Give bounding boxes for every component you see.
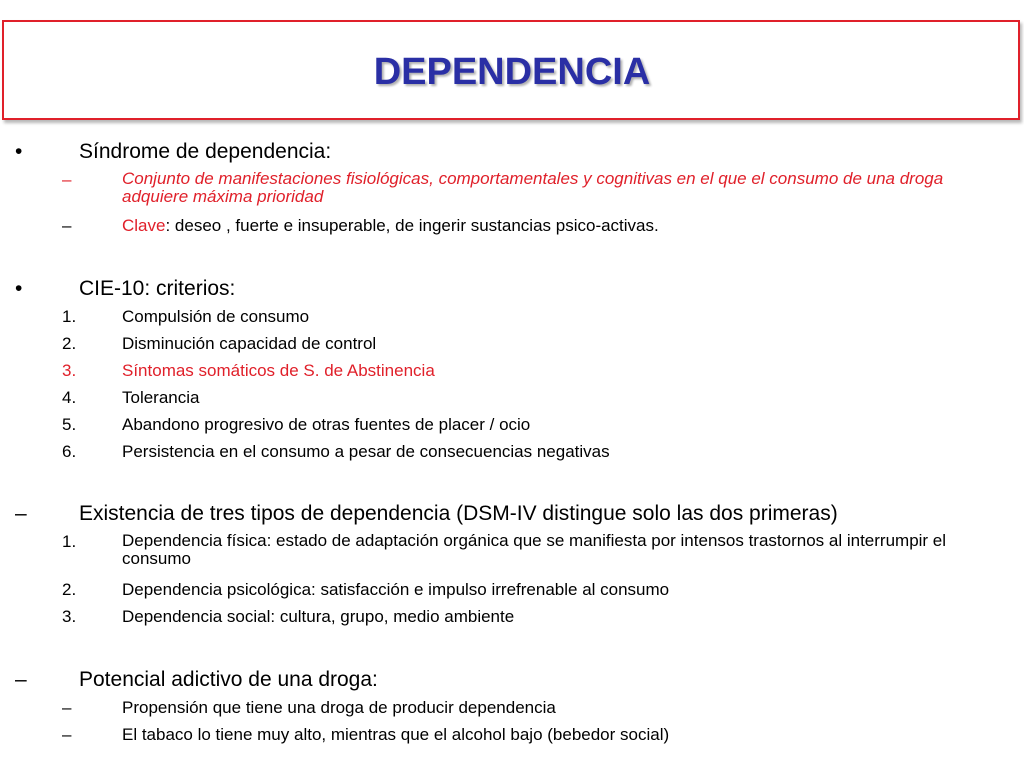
item-text: Conjunto de manifestaciones fisiológicas, comportamentales y cognitivas en el que el consumo de una droga adquiere máxima prioridad [122, 169, 944, 206]
heading-text: Potencial adictivo de una droga: [79, 668, 378, 691]
section-sindrome-heading [0, 140, 1024, 166]
item-text: El tabaco lo tiene muy alto, mientras que el alcohol bajo (bebedor social) [122, 725, 670, 744]
criterio-item-6 [0, 442, 1024, 464]
criterio-item-1 [0, 307, 1024, 329]
tipo-item-2 [0, 580, 1024, 602]
item-definition: : deseo , fuerte e insuperable, de ingerir sustancias psico-activas. [165, 216, 659, 235]
item-text: Dependencia psicológica: satisfacción e impulso irrefrenable al consumo [122, 580, 670, 599]
item-term: Clave [122, 216, 166, 235]
number-marker: 4. [62, 388, 77, 407]
sindrome-item-2 [0, 216, 1024, 238]
dash-marker: – [62, 725, 72, 744]
number-marker: 1. [62, 307, 77, 326]
item-text: Tolerancia [122, 388, 200, 407]
number-marker: 2. [62, 334, 77, 353]
tipo-item-3 [0, 607, 1024, 629]
section-potencial-heading [0, 668, 1024, 694]
number-marker: 5. [62, 415, 77, 434]
criterio-item-3 [0, 361, 1024, 383]
dash-marker: – [15, 668, 27, 691]
criterio-item-5 [0, 415, 1024, 437]
section-tipos-heading [0, 502, 1024, 528]
item-text [122, 216, 659, 236]
criterio-item-2 [0, 334, 1024, 356]
potencial-item-2 [0, 725, 1024, 747]
heading-text: Existencia de tres tipos de dependencia (DSM-IV distingue solo las dos primeras) [79, 502, 838, 525]
item-text: Disminución capacidad de control [122, 334, 377, 353]
criterio-item-4 [0, 388, 1024, 410]
sindrome-item-1 [0, 170, 1024, 210]
section-cie10-heading [0, 277, 1024, 303]
number-marker: 3. [62, 607, 77, 626]
bullet-marker: • [15, 140, 23, 163]
tipo-item-1 [0, 532, 1024, 572]
slide-title: DEPENDENCIA [373, 51, 651, 93]
number-marker: 1. [62, 532, 77, 551]
potencial-item-1 [0, 698, 1024, 720]
item-text: Compulsión de consumo [122, 307, 310, 326]
item-text: Abandono progresivo de otras fuentes de placer / ocio [122, 415, 531, 434]
heading-text: Síndrome de dependencia: [79, 140, 332, 163]
item-text: Dependencia social: cultura, grupo, medio ambiente [122, 607, 515, 626]
item-text: Persistencia en el consumo a pesar de consecuencias negativas [122, 442, 610, 461]
number-marker: 2. [62, 580, 77, 599]
number-marker: 3. [62, 361, 77, 380]
heading-text: CIE-10: criterios: [79, 277, 236, 300]
dash-marker: – [62, 170, 72, 189]
item-text: Propensión que tiene una droga de producir dependencia [122, 698, 556, 717]
item-text: Síntomas somáticos de S. de Abstinencia [122, 361, 435, 380]
item-text: Dependencia física: estado de adaptación orgánica que se manifiesta por intensos trastornos al interrumpir el consumo [122, 531, 947, 568]
dash-marker: – [62, 216, 72, 235]
dash-marker: – [62, 698, 72, 717]
bullet-marker: • [15, 277, 23, 300]
dash-marker: – [15, 502, 27, 525]
number-marker: 6. [62, 442, 77, 461]
